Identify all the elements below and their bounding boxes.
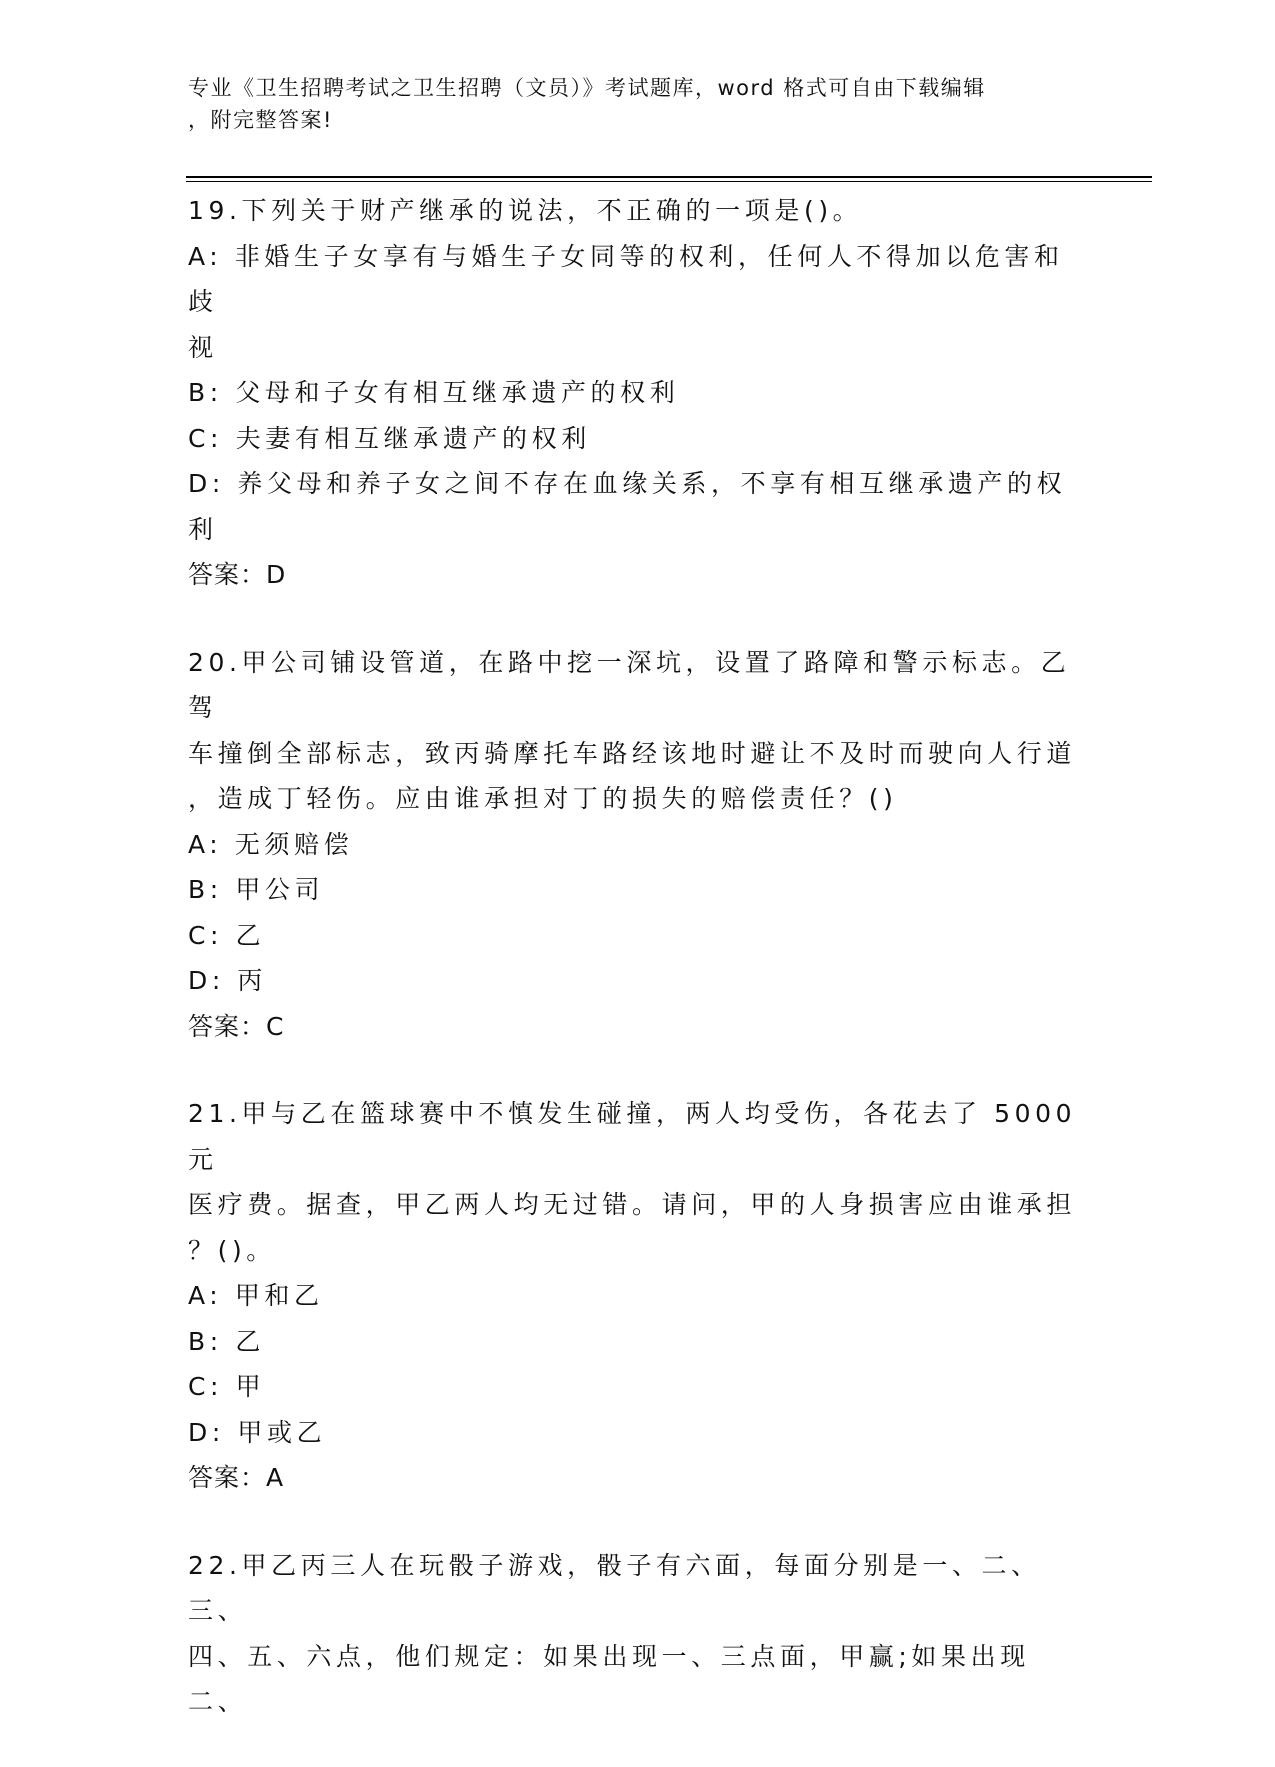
header-rule-thin — [186, 181, 1152, 182]
answer-label: 答案：A — [188, 1463, 285, 1492]
question-stem: 车撞倒全部标志，致丙骑摩托车路经该地时避让不及时而驶向人行道 — [188, 738, 1077, 768]
question-21 — [188, 1091, 1088, 1501]
option-a-continued: 视 — [188, 332, 218, 362]
option-b: B: 乙 — [188, 1326, 265, 1356]
option-b: B: 父母和子女有相互继承遗产的权利 — [188, 378, 680, 407]
question-stem: 22.甲乙丙三人在玩骰子游戏，骰子有六面，每面分别是一、二、三、 — [188, 1550, 1041, 1625]
question-20 — [188, 640, 1088, 1050]
option-d: D: 甲或乙 — [188, 1417, 327, 1447]
question-stem: 医疗费。据查，甲乙两人均无过错。请问，甲的人身损害应由谁承担 — [188, 1190, 1077, 1219]
option-b: B: 甲公司 — [188, 875, 325, 904]
option-a: A: 无须赔偿 — [188, 829, 354, 859]
option-d: D: 养父母和养子女之间不存在血缘关系，不享有相互继承遗产的权利 — [188, 469, 1067, 544]
document-header — [188, 72, 1068, 136]
question-stem: 19.下列关于财产继承的说法，不正确的一项是()。 — [188, 196, 863, 225]
header-rule-thick — [186, 176, 1152, 178]
question-stem: 21.甲与乙在篮球赛中不慎发生碰撞，两人均受伤，各花去了 5000 元 — [188, 1099, 1089, 1174]
option-c: C: 乙 — [188, 920, 266, 950]
question-list — [188, 188, 1088, 1767]
option-a: A: 甲和乙 — [188, 1281, 324, 1310]
header-line: 专业《卫生招聘考试之卫生招聘（文员）》考试题库，word 格式可自由下载编辑 — [188, 76, 986, 100]
header-line: ，附完整答案! — [188, 108, 333, 132]
question-stem: ？()。 — [188, 1235, 276, 1265]
answer-label: 答案：C — [188, 1011, 285, 1041]
option-d: D: 丙 — [188, 966, 268, 995]
question-stem: 四、五、六点，他们规定：如果出现一、三点面，甲赢;如果出现二、 — [188, 1641, 1030, 1716]
option-c: C: 甲 — [188, 1372, 266, 1401]
question-stem: 20.甲公司铺设管道，在路中挖一深坑，设置了路障和警示标志。乙驾 — [188, 647, 1071, 722]
question-22 — [188, 1543, 1088, 1725]
question-stem: ，造成丁轻伤。应由谁承担对丁的损失的赔偿责任？() — [188, 784, 898, 813]
option-c: C: 夫妻有相互继承遗产的权利 — [188, 423, 591, 453]
option-a: A: 非婚生子女享有与婚生子女同等的权利，任何人不得加以危害和歧 — [188, 241, 1064, 316]
answer-label: 答案：D — [188, 560, 287, 589]
question-19 — [188, 188, 1088, 598]
